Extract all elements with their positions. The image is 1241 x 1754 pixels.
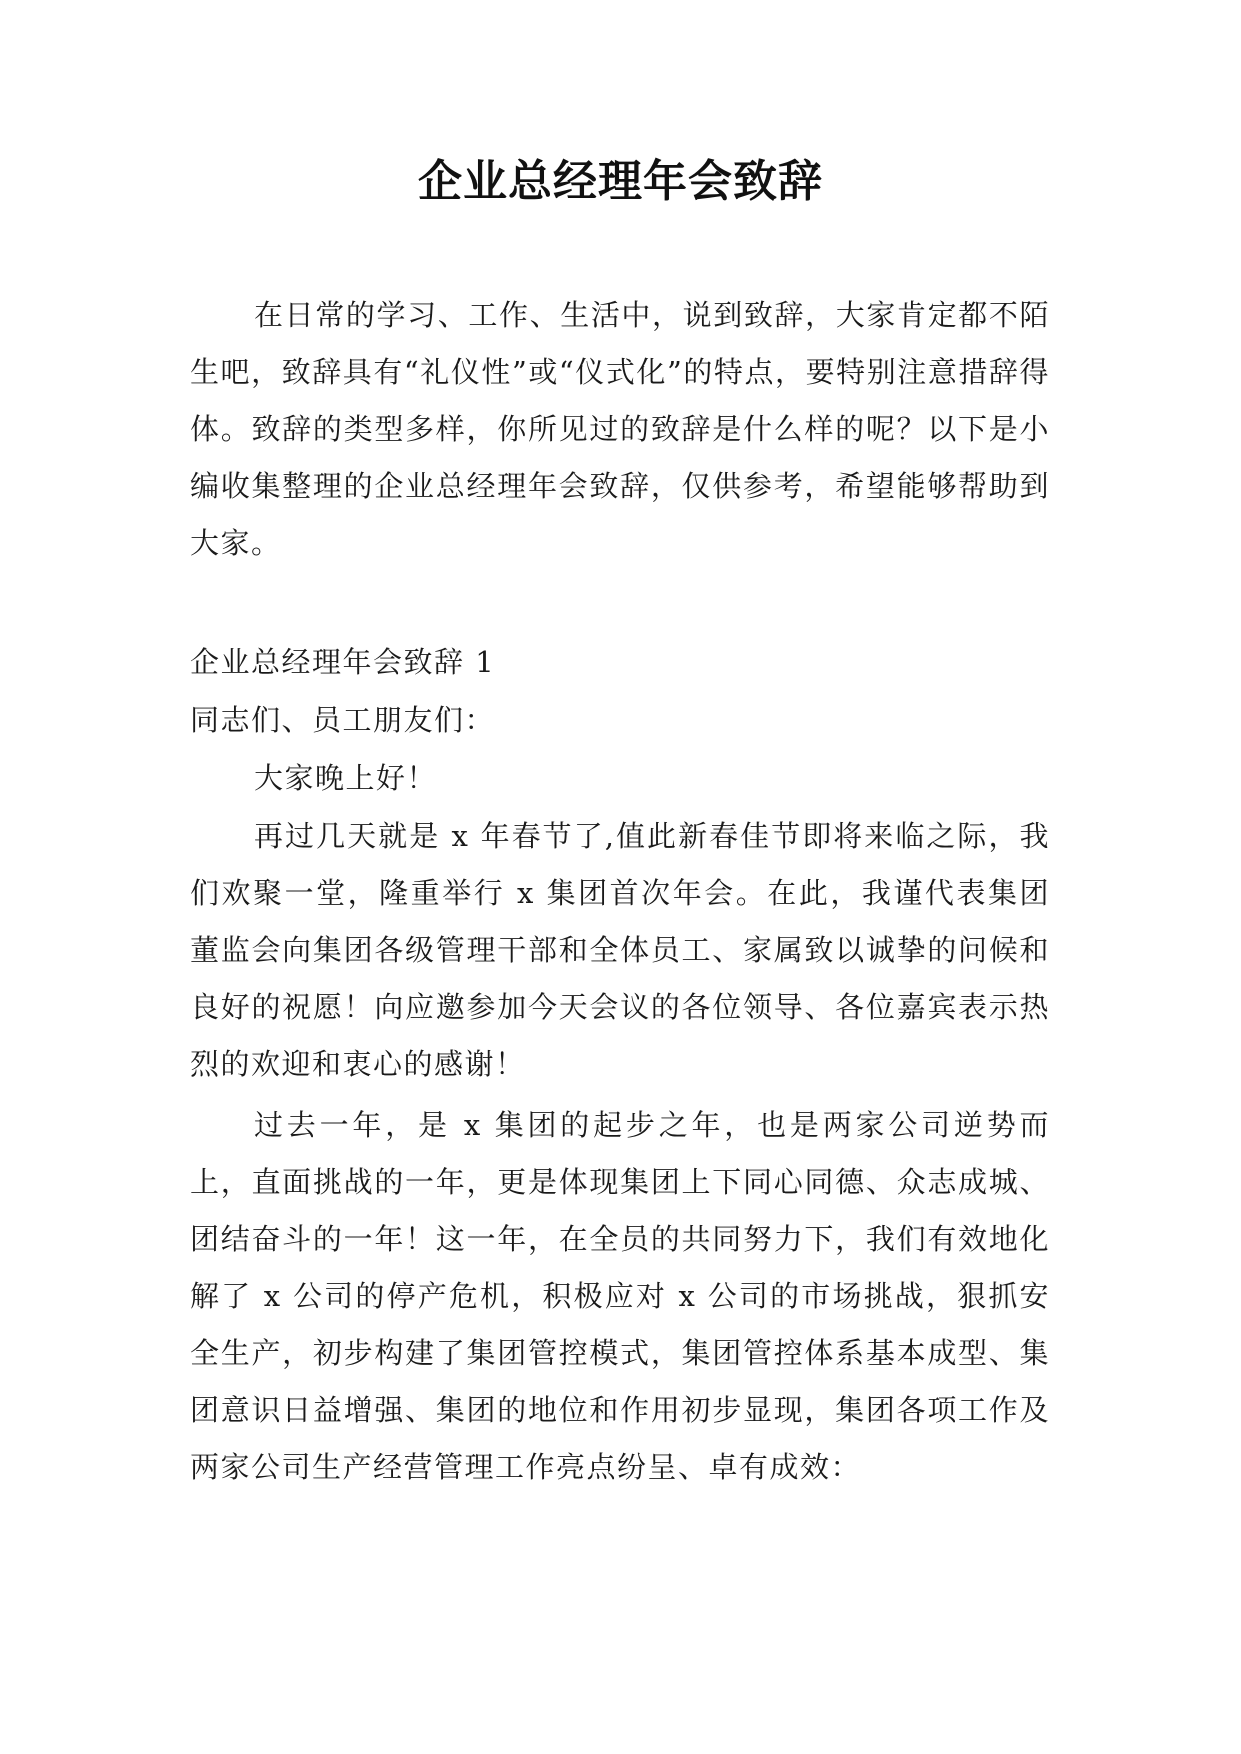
salutation: 同志们、员工朋友们： — [190, 703, 496, 737]
document-title: 企业总经理年会致辞 — [418, 156, 823, 207]
intro-paragraph: 在日常的学习、工作、生活中，说到致辞，大家肯定都不陌生吧，致辞具有“礼仪性”或“仪式化”的特点，要特别注意措辞得体。致辞的类型多样，你所见过的致辞是什么样的呢？以下是小编收集整理的企业总经理年会致辞，仅供参考，希望能够帮助到大家。 — [190, 298, 1050, 560]
section-heading: 企业总经理年会致辞 1 — [190, 645, 496, 679]
body-paragraph-1: 再过几天就是 x 年春节了,值此新春佳节即将来临之际，我们欢聚一堂，隆重举行 x 集团首次年会。在此，我谨代表集团董监会向集团各级管理干部和全体员工、家属致以诚挚的问候和良好的祝愿！向应邀参加今天会议的各位领导、各位嘉宾表示热烈的欢迎和衷心的感谢！ — [190, 819, 1050, 1081]
greeting: 大家晚上好！ — [254, 761, 438, 795]
body-paragraph-2: 过去一年，是 x 集团的起步之年，也是两家公司逆势而上，直面挑战的一年，更是体现集团上下同心同德、众志成城、团结奋斗的一年！这一年，在全员的共同努力下，我们有效地化解了 x 公司的停产危机，积极应对 x 公司的市场挑战，狠抓安全生产，初步构建了集团管控模式，集团管控体系基本成型、集团意识日益增强、集团的地位和作用初步显现，集团各项工作及两家公司生产经营管理工作亮点纷呈、卓有成效： — [190, 1108, 1050, 1484]
